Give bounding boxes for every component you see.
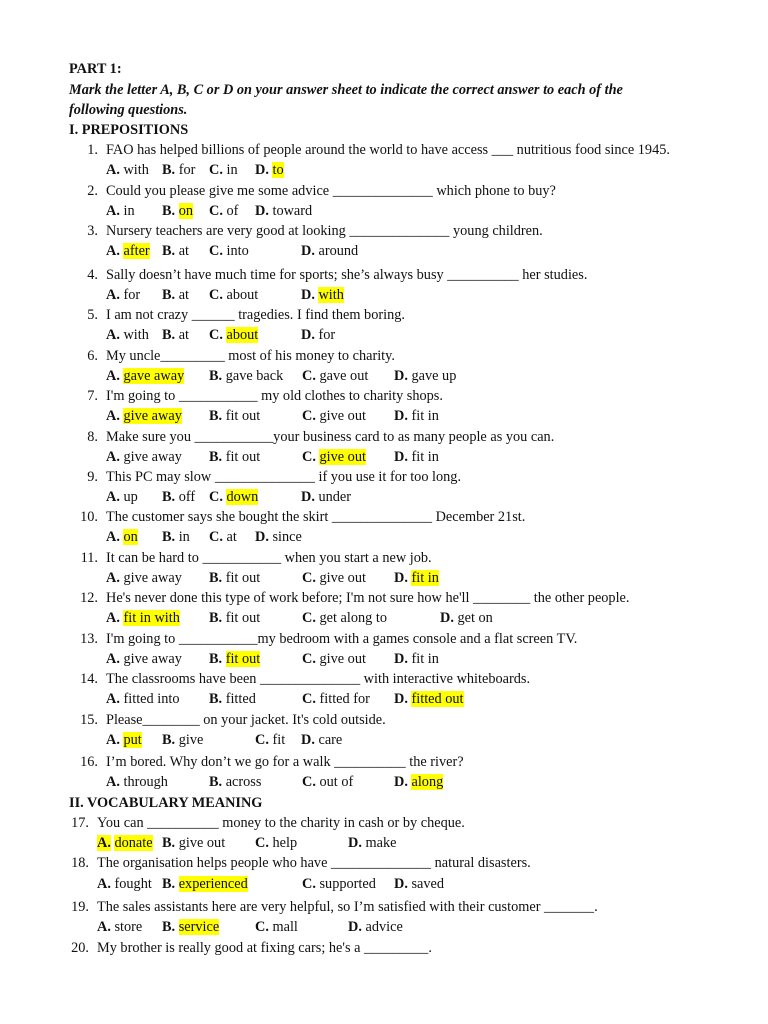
option-d [394, 569, 439, 587]
option-letter: C. [209, 243, 223, 259]
option-c [255, 918, 298, 936]
option-c [302, 407, 366, 425]
option-a [106, 690, 179, 708]
option-a [106, 650, 182, 668]
option-text: give away [123, 651, 182, 667]
question-number: 7. [87, 388, 98, 404]
option-letter: A. [106, 327, 120, 343]
answer-highlight: on [123, 529, 138, 545]
option-text: about [226, 287, 259, 303]
option-letter: D. [394, 408, 408, 424]
option-c [209, 528, 237, 546]
question-text: This PC may slow ______________ if you use it for too long. [106, 469, 462, 485]
option-text: for [318, 327, 336, 343]
option-letter: A. [106, 203, 120, 219]
question-number: 13. [80, 631, 98, 647]
option-text: around [318, 243, 359, 259]
option-d [440, 609, 493, 627]
option-a [97, 834, 153, 852]
option-text: since [272, 529, 302, 545]
option-text: give out [319, 408, 366, 424]
option-text: into [226, 243, 249, 259]
option-c [209, 242, 249, 260]
option-a [106, 488, 138, 506]
option-letter: B. [209, 449, 223, 465]
option-b [162, 286, 189, 304]
option-letter: A. [106, 570, 120, 586]
option-letter: A. [97, 835, 111, 851]
option-text: through [123, 774, 168, 790]
question-number: 3. [87, 223, 98, 239]
option-b [209, 609, 260, 627]
option-letter: C. [302, 774, 316, 790]
option-d [301, 488, 351, 506]
option-a [106, 367, 184, 385]
instruction-line-2: following questions. [69, 102, 188, 118]
option-letter: C. [209, 203, 223, 219]
question-text: I'm going to ___________ my old clothes to charity shops. [106, 388, 443, 404]
option-b [162, 834, 225, 852]
question-number: 10. [80, 509, 98, 525]
option-a [106, 569, 182, 587]
option-letter: B. [209, 651, 223, 667]
option-letter: B. [162, 529, 176, 545]
option-letter: B. [162, 287, 176, 303]
question-number: 15. [80, 712, 98, 728]
option-d [301, 242, 358, 260]
option-letter: D. [394, 651, 408, 667]
option-text: get along to [319, 610, 387, 626]
option-text: give out [178, 835, 226, 851]
option-text: fitted for [319, 691, 370, 707]
option-text: fitted [225, 691, 256, 707]
option-text: for [178, 162, 196, 178]
option-letter: C. [302, 876, 316, 892]
question-text: It can be hard to ___________ when you start a new job. [106, 550, 432, 566]
option-letter: C. [209, 529, 223, 545]
option-b [162, 326, 189, 344]
question-text: Could you please give me some advice ______________ which phone to buy? [106, 183, 556, 199]
question-number: 11. [80, 550, 98, 566]
answer-highlight: to [272, 162, 284, 178]
option-letter: B. [209, 570, 223, 586]
option-letter: D. [440, 610, 454, 626]
option-d [394, 690, 464, 708]
option-letter: A. [106, 691, 120, 707]
option-letter: D. [348, 919, 362, 935]
question-number: 12. [80, 590, 98, 606]
option-letter: D. [255, 203, 269, 219]
option-d [394, 407, 439, 425]
answer-highlight: on [178, 203, 193, 219]
option-letter: D. [255, 529, 269, 545]
option-text: fit out [225, 610, 261, 626]
option-c [302, 875, 376, 893]
option-a [106, 609, 180, 627]
option-a [106, 528, 138, 546]
option-letter: D. [394, 774, 408, 790]
option-text: gave back [225, 368, 284, 384]
question-text: I'm going to ___________my bedroom with a games console and a flat screen TV. [106, 631, 578, 647]
option-c [302, 609, 387, 627]
answer-highlight: down [226, 489, 259, 505]
option-b [162, 918, 219, 936]
option-text: gave out [319, 368, 369, 384]
option-c [302, 367, 368, 385]
option-a [106, 242, 150, 260]
option-letter: B. [162, 489, 176, 505]
option-b [162, 528, 190, 546]
question-text: Nursery teachers are very good at looking ______________ young children. [106, 223, 543, 239]
option-b [209, 367, 283, 385]
option-letter: C. [255, 835, 269, 851]
option-text: give out [319, 570, 366, 586]
option-d [348, 834, 396, 852]
option-c [302, 650, 366, 668]
option-text: in [178, 529, 190, 545]
option-a [106, 407, 182, 425]
option-text: fought [114, 876, 152, 892]
option-letter: A. [106, 732, 120, 748]
option-letter: C. [209, 489, 223, 505]
option-letter: C. [302, 408, 316, 424]
option-text: fit out [225, 408, 261, 424]
option-text: fit out [225, 449, 261, 465]
option-text: make [365, 835, 397, 851]
section-heading-vocabulary: II. VOCABULARY MEANING [69, 795, 263, 811]
option-b [162, 488, 195, 506]
answer-highlight: experienced [178, 876, 248, 892]
option-letter: D. [394, 368, 408, 384]
option-letter: B. [162, 327, 176, 343]
question-text: The classrooms have been ______________ with interactive whiteboards. [106, 671, 531, 687]
option-d [301, 286, 344, 304]
option-text: care [318, 732, 343, 748]
option-text: give [178, 732, 204, 748]
option-b [209, 448, 260, 466]
option-letter: B. [162, 243, 176, 259]
option-letter: A. [106, 243, 120, 259]
question-text: My brother is really good at fixing cars; he's a _________. [97, 940, 432, 956]
option-d [255, 202, 312, 220]
option-c [255, 731, 285, 749]
question-number: 17. [71, 815, 89, 831]
option-d [348, 918, 403, 936]
option-d [301, 326, 335, 344]
option-a [97, 918, 142, 936]
option-text: gave up [411, 368, 457, 384]
option-d [394, 773, 443, 791]
option-text: up [123, 489, 138, 505]
option-text: help [272, 835, 298, 851]
option-letter: C. [255, 732, 269, 748]
answer-highlight: fit in with [123, 610, 180, 626]
option-b [209, 569, 260, 587]
question-number: 19. [71, 899, 89, 915]
option-text: for [123, 287, 141, 303]
option-letter: B. [162, 203, 176, 219]
option-letter: B. [209, 368, 223, 384]
option-c [302, 569, 366, 587]
question-text: Make sure you ___________your business card to as many people as you can. [106, 429, 555, 445]
option-d [394, 875, 444, 893]
option-letter: B. [209, 408, 223, 424]
option-text: at [178, 287, 190, 303]
option-letter: A. [106, 774, 120, 790]
option-b [209, 690, 256, 708]
option-b [209, 407, 260, 425]
option-a [97, 875, 152, 893]
option-letter: C. [302, 368, 316, 384]
option-c [209, 286, 258, 304]
option-letter: D. [394, 449, 408, 465]
option-b [209, 773, 261, 791]
question-text: I am not crazy ______ tragedies. I find them boring. [106, 307, 405, 323]
instruction-line-1: Mark the letter A, B, C or D on your answer sheet to indicate the correct answer to each of the [69, 82, 623, 98]
answer-highlight: after [123, 243, 150, 259]
option-c [302, 773, 353, 791]
answer-highlight: gave away [123, 368, 185, 384]
option-letter: A. [106, 610, 120, 626]
answer-highlight: fitted out [411, 691, 464, 707]
option-text: saved [411, 876, 445, 892]
option-text: at [226, 529, 237, 545]
option-text: give away [123, 570, 182, 586]
option-text: at [178, 243, 190, 259]
option-text: supported [319, 876, 376, 892]
option-b [162, 875, 248, 893]
option-letter: D. [255, 162, 269, 178]
option-b [162, 161, 195, 179]
section-heading-prepositions: I. PREPOSITIONS [69, 122, 189, 138]
answer-highlight: about [226, 327, 259, 343]
question-number: 18. [71, 855, 89, 871]
answer-highlight: service [178, 919, 220, 935]
question-number: 20. [71, 940, 89, 956]
question-text: He's never done this type of work before; I'm not sure how he'll ________ the other people. [106, 590, 630, 606]
option-c [302, 448, 366, 466]
option-text: give out [319, 651, 366, 667]
option-letter: C. [255, 919, 269, 935]
question-text: You can __________ money to the charity in cash or by cheque. [97, 815, 465, 831]
option-letter: B. [209, 691, 223, 707]
question-number: 8. [87, 429, 98, 445]
option-letter: B. [209, 610, 223, 626]
option-text: advice [365, 919, 403, 935]
option-letter: C. [302, 610, 316, 626]
question-text: My uncle_________ most of his money to charity. [106, 348, 395, 364]
option-text: fitted into [123, 691, 180, 707]
option-c [255, 834, 297, 852]
option-b [162, 242, 189, 260]
option-a [106, 161, 149, 179]
answer-highlight: along [411, 774, 444, 790]
question-number: 1. [87, 142, 98, 158]
option-c [209, 488, 258, 506]
option-letter: C. [302, 691, 316, 707]
option-letter: D. [301, 327, 315, 343]
question-number: 5. [87, 307, 98, 323]
option-letter: A. [106, 287, 120, 303]
option-text: under [318, 489, 352, 505]
answer-highlight: give away [123, 408, 182, 424]
option-a [106, 286, 140, 304]
option-text: with [123, 162, 149, 178]
question-number: 6. [87, 348, 98, 364]
option-text: fit out [225, 570, 261, 586]
option-letter: C. [209, 327, 223, 343]
option-letter: A. [97, 876, 111, 892]
option-d [394, 367, 456, 385]
option-text: of [226, 203, 239, 219]
option-a [106, 326, 149, 344]
question-text: The organisation helps people who have ______________ natural disasters. [97, 855, 531, 871]
question-number: 4. [87, 267, 98, 283]
option-letter: D. [301, 732, 315, 748]
option-d [394, 650, 439, 668]
answer-highlight: donate [114, 835, 153, 851]
option-letter: A. [106, 529, 120, 545]
option-text: in [226, 162, 238, 178]
answer-highlight: with [318, 287, 344, 303]
option-c [209, 161, 238, 179]
option-letter: D. [348, 835, 362, 851]
option-text: fit in [411, 449, 439, 465]
question-text: The sales assistants here are very helpful, so I’m satisfied with their customer _______. [97, 899, 598, 915]
option-letter: A. [106, 489, 120, 505]
answer-highlight: give out [319, 449, 366, 465]
option-text: out of [319, 774, 354, 790]
option-letter: C. [302, 651, 316, 667]
option-letter: D. [394, 876, 408, 892]
option-a [106, 202, 135, 220]
option-text: fit in [411, 651, 439, 667]
option-b [162, 731, 203, 749]
option-b [162, 202, 193, 220]
option-text: in [123, 203, 135, 219]
option-a [106, 731, 142, 749]
question-text: I’m bored. Why don’t we go for a walk __________ the river? [106, 754, 464, 770]
option-text: with [123, 327, 149, 343]
option-letter: D. [394, 691, 408, 707]
option-letter: C. [302, 570, 316, 586]
option-letter: C. [209, 162, 223, 178]
option-letter: D. [301, 287, 315, 303]
option-a [106, 448, 182, 466]
option-d [394, 448, 439, 466]
option-text: mall [272, 919, 298, 935]
option-letter: B. [162, 876, 176, 892]
option-d [255, 161, 284, 179]
option-text: fit in [411, 408, 439, 424]
part-heading: PART 1: [69, 61, 122, 77]
question-number: 16. [80, 754, 98, 770]
option-letter: B. [162, 162, 176, 178]
option-text: store [114, 919, 143, 935]
option-letter: A. [106, 162, 120, 178]
question-number: 2. [87, 183, 98, 199]
answer-highlight: fit in [411, 570, 439, 586]
option-text: off [178, 489, 196, 505]
option-letter: A. [106, 651, 120, 667]
option-letter: B. [162, 835, 176, 851]
option-text: at [178, 327, 190, 343]
option-a [106, 773, 168, 791]
option-text: toward [272, 203, 313, 219]
question-text: Sally doesn’t have much time for sports; she’s always busy __________ her studies. [106, 267, 588, 283]
option-letter: B. [209, 774, 223, 790]
option-d [301, 731, 342, 749]
question-number: 14. [80, 671, 98, 687]
option-c [209, 202, 238, 220]
option-letter: D. [301, 243, 315, 259]
option-letter: A. [97, 919, 111, 935]
option-c [302, 690, 370, 708]
answer-highlight: fit out [225, 651, 261, 667]
option-letter: C. [302, 449, 316, 465]
option-b [209, 650, 260, 668]
option-text: across [225, 774, 262, 790]
option-letter: D. [394, 570, 408, 586]
option-text: fit [272, 732, 286, 748]
option-letter: D. [301, 489, 315, 505]
question-text: FAO has helped billions of people around the world to have access ___ nutritious food since 1945. [106, 142, 670, 158]
question-number: 9. [87, 469, 98, 485]
option-letter: A. [106, 368, 120, 384]
option-d [255, 528, 302, 546]
option-letter: C. [209, 287, 223, 303]
option-letter: B. [162, 919, 176, 935]
question-text: Please________ on your jacket. It's cold outside. [106, 712, 386, 728]
option-letter: B. [162, 732, 176, 748]
option-text: get on [457, 610, 493, 626]
option-text: give away [123, 449, 182, 465]
option-letter: A. [106, 408, 120, 424]
option-c [209, 326, 258, 344]
answer-highlight: put [123, 732, 142, 748]
option-letter: A. [106, 449, 120, 465]
question-text: The customer says she bought the skirt ______________ December 21st. [106, 509, 526, 525]
